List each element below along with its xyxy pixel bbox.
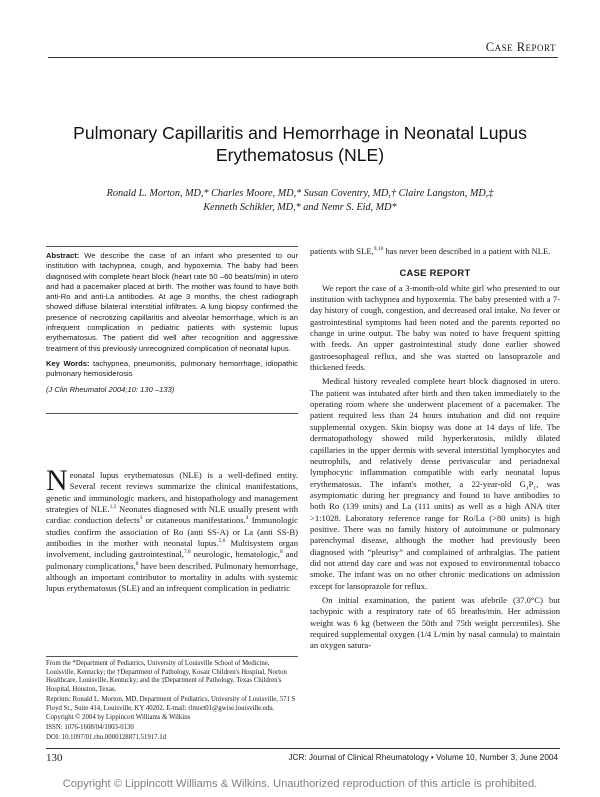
article-title: Pulmonary Capillaritis and Hemorrhage in Neonatal Lupus Erythematosus (NLE) [73, 123, 527, 165]
reprints: Reprints: Ronald L. Morton, MD, Department of Pediatrics, University of Louisville, 571 S Floyd St., Suite 414, Louisville, KY 40202. E-mail: rlmort01@gwise.louisville.edu. [46, 695, 296, 712]
authors-line-1: Ronald L. Morton, MD,* Charles Moore, MD,* Susan Coventry, MD,† Claire Langston, MD,‡ [106, 188, 494, 199]
copyright-notice: Copyright © Lippincott Williams & Wilkins. Unauthorized reproduction of this article is prohibited. [62, 778, 538, 790]
doi: DOI: 10.1097/01.rhu.0000128871.51917.1d [46, 733, 167, 741]
keywords [46, 359, 298, 380]
footer-rule [46, 748, 560, 749]
drop-cap: N [46, 464, 68, 497]
copyright-line: Copyright © 2004 by Lippincott Williams & Wilkins [46, 714, 191, 722]
intro-paragraph: Neonatal lupus erythematosus (NLE) is a well-defined entity. Several recent reviews summarize the clinical manifestations, genetic and immunologic markers, and histopathology and management strategies of NLE.$^{1,2}$ Neonates diagnosed with NLE usually present with cardiac conduction defects$^3$ or cutaneous manifestations.$^4$ Immunologic studies confirm the association of Ro (anti SS-A) or La (anti SS-B) antibodies in the mother with neonatal lupus.$^{5,6}$ Multisystem organ involvement, including gastrointestinal,$^{7,8}$ neurologic, hematologic,$^8$ and pulmonary complications,$^8$ have been described. Pulmonary hemorrhage, although an important contributor to mortality in adults with systemic lupus erythematosus (SLE) and an infrequent complication in pediatric [46, 464, 298, 594]
issn: ISSN: 1076-1608/04/1003-0130 [46, 723, 134, 731]
keywords-text: tachypnea, pneumonitis, pulmonary hemorrhage, idiopathic pulmonary hemosiderosis [46, 358, 298, 379]
abstract-box [46, 246, 298, 414]
case-paragraph-1: We report the case of a 3-month-old white girl who presented to our institution with tachypnea and hypoxemia. The baby presented with a 7-day history of cough, congestion, and decreased oral intake. No fever or gastrointestinal symptoms had been noted and the parents reported no change in urine output. The baby was noted to have frequent spitting with feeds. An upper gastrointestinal study done earlier showed gastroesophageal reflux, and she was started on lansoprazole and thickened feeds. [310, 282, 560, 373]
affiliations: From the *Department of Pediatrics, University of Louisville School of Medicine, Louisville, Kentucky; the †Department of Pathology, Kosair Children's Hospital, Norton Healthcare, Louisville, Kentucky; and the ‡Department of Pathology, Texas Children's Hospital, Houston, Texas. [46, 660, 287, 694]
footnote-block [46, 656, 298, 743]
section-heading-case-report: CASE REPORT [399, 267, 471, 279]
section-label: Case Report [485, 40, 556, 54]
abstract [46, 251, 298, 354]
author-list [60, 187, 540, 215]
authors-line-2: Kenneth Schikler, MD,* and Nemr S. Eid, MD* [203, 202, 397, 213]
abstract-text: We describe the case of an infant who presented to our institution with tachypnea, cough, and hypoxemia. The baby had been diagnosed with complete heart block (heart rate 50 –60 beats/min) in utero and had a pacemaker placed at birth. The mother was found to have both anti-Ro and anti-La antibodies. At age 3 months, the chest radiograph showed diffuse bilateral interstitial infiltrates. A lung biopsy confirmed the presence of necrotizing capillaritis and alveolar hemorrhage, which is an infrequent complication in pediatric patients with systemic lupus erythematosus. The patient did well after recognition and aggressive treatment of this previously unrecognized complication of neonatal lupus. [46, 251, 298, 353]
header-rule [48, 57, 558, 58]
case-paragraph-3: On initial examination, the patient was afebrile (37.0°C) but tachypnic with a respiratory rate of 65 breaths/min. Her admission weight was 6 kg (between the 50th and 75th weight percentiles). She required supplemental oxygen (1/4 L/min by nasal cannula) to maintain an oxygen satura- [310, 594, 560, 651]
case-paragraph-2: Medical history revealed complete heart block diagnosed in utero. The patient was intubated after birth and then taken immediately to the operating room where she underwent placement of a pacemaker. The patient required less than 24 hours intubation and did not require supplemental oxygen. Skin biopsy was done at 14 days of life. The dermatopathology showed mild hyperkeratosis, mildly dilated capillaries in the upper dermis with several interstitial lymphocytes and neutrophils, and relatively dense perivascular and periadnexal lymphocytic inflammation compatible with early neonatal lupus erythematosus. The infant's mother, a 22-year-old $G_1P_1$, was asymptomatic during her pregnancy and found to have antibodies to both Ro (139 units) and La (111 units) as well as a high ANA titer >1:1028. Laboratory reference range for Ro/La (>80 units) is high positive. There was no family history of autoimmune or pulmonary parenchymal disease, although the mother had previously been diagnosed with “pleurisy” and complained of arthralgias. The patient did not attend day care and was not exposed to environmental tobacco smoke. The infant was on no other chronic medications on admission except for lansoprazole for reflux. [310, 376, 560, 591]
right-column [310, 246, 560, 652]
journal-footer: JCR: Journal of Clinical Rheumatology • Volume 10, Number 3, June 2004 [288, 753, 558, 762]
continued-paragraph: patients with SLE,$^{9,10}$ has never been described in a patient with NLE. [310, 246, 551, 256]
keywords-label: Key Words: [46, 358, 90, 368]
abstract-label: Abstract: [46, 251, 80, 260]
page-number: 130 [46, 752, 63, 764]
citation: (J Clin Rheumatol 2004;10: 130 –133) [46, 384, 175, 394]
